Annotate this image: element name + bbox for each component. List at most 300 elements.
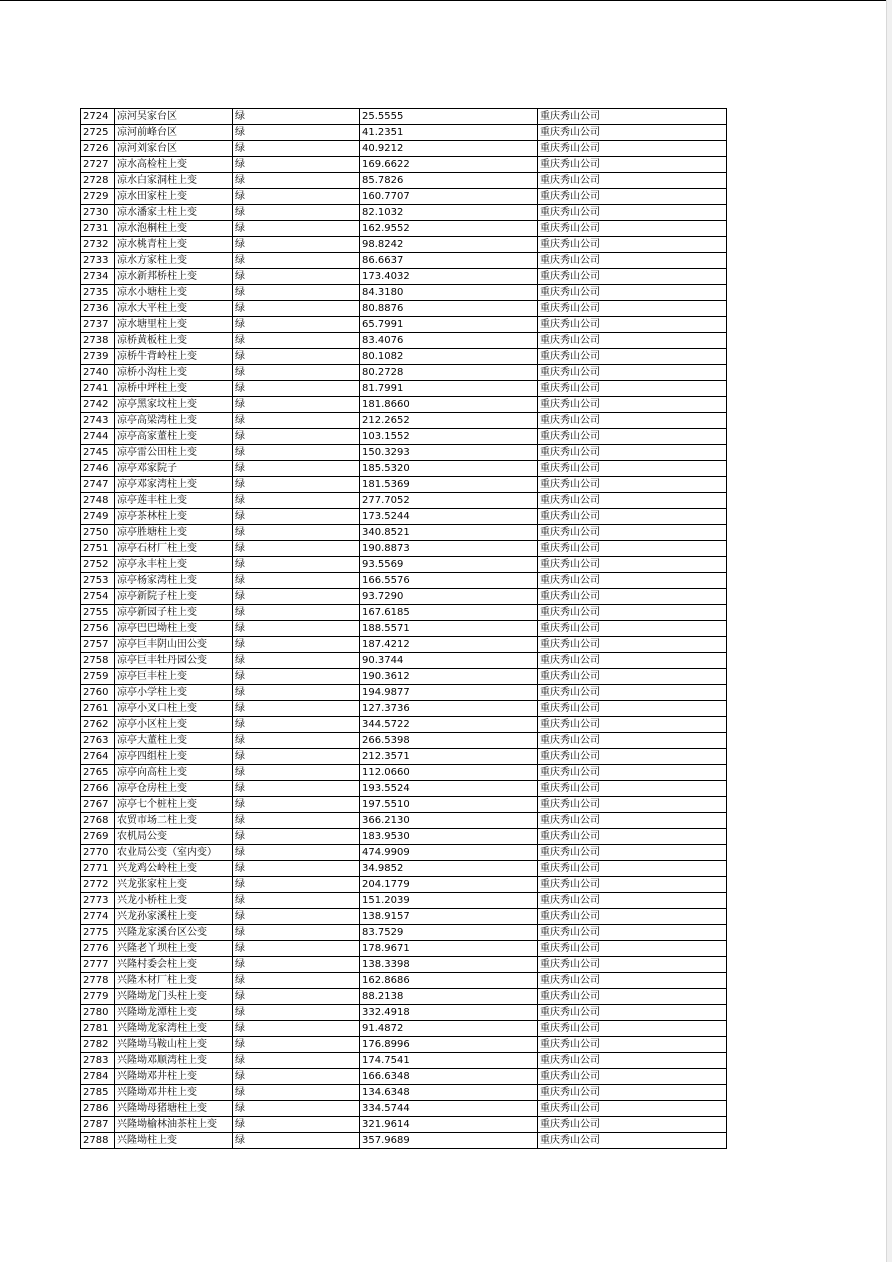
- company-cell: 重庆秀山公司: [538, 477, 727, 493]
- value-cell: 340.8521: [360, 525, 538, 541]
- substation-name-cell: 兴龙张家柱上变: [115, 877, 233, 893]
- table-row: [81, 173, 727, 189]
- substation-name-cell: 兴隆坳邓顺湾柱上变: [115, 1053, 233, 1069]
- table-row: [81, 381, 727, 397]
- value-cell: 185.5320: [360, 461, 538, 477]
- company-cell: 重庆秀山公司: [538, 749, 727, 765]
- table-row: [81, 909, 727, 925]
- row-number-cell: 2787: [81, 1117, 115, 1133]
- company-cell: 重庆秀山公司: [538, 429, 727, 445]
- table-row: [81, 125, 727, 141]
- status-cell: 绿: [233, 381, 360, 397]
- value-cell: 138.9157: [360, 909, 538, 925]
- company-cell: 重庆秀山公司: [538, 893, 727, 909]
- value-cell: 366.2130: [360, 813, 538, 829]
- value-cell: 41.2351: [360, 125, 538, 141]
- value-cell: 162.8686: [360, 973, 538, 989]
- status-cell: 绿: [233, 189, 360, 205]
- company-cell: 重庆秀山公司: [538, 365, 727, 381]
- status-cell: 绿: [233, 973, 360, 989]
- value-cell: 266.5398: [360, 733, 538, 749]
- row-number-cell: 2753: [81, 573, 115, 589]
- status-cell: 绿: [233, 605, 360, 621]
- row-number-cell: 2724: [81, 109, 115, 125]
- status-cell: 绿: [233, 909, 360, 925]
- table-row: [81, 973, 727, 989]
- row-number-cell: 2743: [81, 413, 115, 429]
- company-cell: 重庆秀山公司: [538, 653, 727, 669]
- status-cell: 绿: [233, 445, 360, 461]
- company-cell: 重庆秀山公司: [538, 317, 727, 333]
- company-cell: 重庆秀山公司: [538, 1053, 727, 1069]
- table-row: [81, 333, 727, 349]
- substation-name-cell: 凉亭巨丰牡丹园公变: [115, 653, 233, 669]
- table-row: [81, 477, 727, 493]
- company-cell: 重庆秀山公司: [538, 445, 727, 461]
- value-cell: 98.8242: [360, 237, 538, 253]
- row-number-cell: 2782: [81, 1037, 115, 1053]
- table-row: [81, 877, 727, 893]
- status-cell: 绿: [233, 1037, 360, 1053]
- substation-name-cell: 兴隆龙家溪台区公变: [115, 925, 233, 941]
- company-cell: 重庆秀山公司: [538, 349, 727, 365]
- value-cell: 181.8660: [360, 397, 538, 413]
- table-row: [81, 829, 727, 845]
- row-number-cell: 2725: [81, 125, 115, 141]
- table-row: [81, 941, 727, 957]
- row-number-cell: 2730: [81, 205, 115, 221]
- status-cell: 绿: [233, 701, 360, 717]
- row-number-cell: 2751: [81, 541, 115, 557]
- status-cell: 绿: [233, 301, 360, 317]
- substation-name-cell: 兴隆坳邓井柱上变: [115, 1085, 233, 1101]
- row-number-cell: 2738: [81, 333, 115, 349]
- substation-name-cell: 凉亭巨丰柱上变: [115, 669, 233, 685]
- table-row: [81, 669, 727, 685]
- row-number-cell: 2767: [81, 797, 115, 813]
- substation-name-cell: 兴隆坳母猪塘柱上变: [115, 1101, 233, 1117]
- row-number-cell: 2786: [81, 1101, 115, 1117]
- substation-name-cell: 兴隆老丫坝柱上变: [115, 941, 233, 957]
- substation-name-cell: 凉桥小沟柱上变: [115, 365, 233, 381]
- company-cell: 重庆秀山公司: [538, 781, 727, 797]
- substation-name-cell: 兴隆坳邓井柱上变: [115, 1069, 233, 1085]
- table-row: [81, 1085, 727, 1101]
- value-cell: 85.7826: [360, 173, 538, 189]
- company-cell: 重庆秀山公司: [538, 301, 727, 317]
- status-cell: 绿: [233, 989, 360, 1005]
- company-cell: 重庆秀山公司: [538, 205, 727, 221]
- status-cell: 绿: [233, 1117, 360, 1133]
- row-number-cell: 2731: [81, 221, 115, 237]
- value-cell: 151.2039: [360, 893, 538, 909]
- substation-name-cell: 兴隆坳柱上变: [115, 1133, 233, 1149]
- status-cell: 绿: [233, 109, 360, 125]
- row-number-cell: 2758: [81, 653, 115, 669]
- substation-name-cell: 凉水桃青柱上变: [115, 237, 233, 253]
- row-number-cell: 2781: [81, 1021, 115, 1037]
- status-cell: 绿: [233, 861, 360, 877]
- table-row: [81, 573, 727, 589]
- company-cell: 重庆秀山公司: [538, 861, 727, 877]
- company-cell: 重庆秀山公司: [538, 221, 727, 237]
- row-number-cell: 2741: [81, 381, 115, 397]
- table-row: [81, 253, 727, 269]
- value-cell: 193.5524: [360, 781, 538, 797]
- company-cell: 重庆秀山公司: [538, 589, 727, 605]
- table-row: [81, 925, 727, 941]
- company-cell: 重庆秀山公司: [538, 493, 727, 509]
- substation-name-cell: 凉亭黑家坟柱上变: [115, 397, 233, 413]
- substation-name-cell: 凉河前峰台区: [115, 125, 233, 141]
- substation-name-cell: 兴龙鸡公岭柱上变: [115, 861, 233, 877]
- value-cell: 91.4872: [360, 1021, 538, 1037]
- row-number-cell: 2777: [81, 957, 115, 973]
- table-row: [81, 861, 727, 877]
- row-number-cell: 2737: [81, 317, 115, 333]
- substation-name-cell: 兴隆坳马鞍山柱上变: [115, 1037, 233, 1053]
- row-number-cell: 2745: [81, 445, 115, 461]
- row-number-cell: 2772: [81, 877, 115, 893]
- substation-name-cell: 凉水塘里柱上变: [115, 317, 233, 333]
- value-cell: 81.7991: [360, 381, 538, 397]
- company-cell: 重庆秀山公司: [538, 253, 727, 269]
- table-row: [81, 1133, 727, 1149]
- value-cell: 169.6622: [360, 157, 538, 173]
- row-number-cell: 2785: [81, 1085, 115, 1101]
- value-cell: 173.4032: [360, 269, 538, 285]
- value-cell: 190.3612: [360, 669, 538, 685]
- substation-name-cell: 凉亭巨丰阴山田公变: [115, 637, 233, 653]
- company-cell: 重庆秀山公司: [538, 941, 727, 957]
- value-cell: 112.0660: [360, 765, 538, 781]
- value-cell: 334.5744: [360, 1101, 538, 1117]
- substation-name-cell: 凉亭大董柱上变: [115, 733, 233, 749]
- row-number-cell: 2778: [81, 973, 115, 989]
- status-cell: 绿: [233, 269, 360, 285]
- row-number-cell: 2733: [81, 253, 115, 269]
- substation-name-cell: 兴隆木材厂柱上变: [115, 973, 233, 989]
- row-number-cell: 2742: [81, 397, 115, 413]
- status-cell: 绿: [233, 717, 360, 733]
- status-cell: 绿: [233, 1069, 360, 1085]
- table-row: [81, 845, 727, 861]
- value-cell: 65.7991: [360, 317, 538, 333]
- row-number-cell: 2766: [81, 781, 115, 797]
- row-number-cell: 2740: [81, 365, 115, 381]
- substation-name-cell: 凉水新邦桥柱上变: [115, 269, 233, 285]
- company-cell: 重庆秀山公司: [538, 813, 727, 829]
- row-number-cell: 2765: [81, 765, 115, 781]
- table-row: [81, 493, 727, 509]
- status-cell: 绿: [233, 285, 360, 301]
- value-cell: 82.1032: [360, 205, 538, 221]
- table-row: [81, 557, 727, 573]
- table-row: [81, 781, 727, 797]
- company-cell: 重庆秀山公司: [538, 141, 727, 157]
- value-cell: 321.9614: [360, 1117, 538, 1133]
- table-row: [81, 653, 727, 669]
- row-number-cell: 2769: [81, 829, 115, 845]
- row-number-cell: 2759: [81, 669, 115, 685]
- value-cell: 138.3398: [360, 957, 538, 973]
- table-row: [81, 349, 727, 365]
- company-cell: 重庆秀山公司: [538, 701, 727, 717]
- value-cell: 25.5555: [360, 109, 538, 125]
- value-cell: 90.3744: [360, 653, 538, 669]
- substation-name-cell: 凉亭莲丰柱上变: [115, 493, 233, 509]
- company-cell: 重庆秀山公司: [538, 621, 727, 637]
- status-cell: 绿: [233, 205, 360, 221]
- status-cell: 绿: [233, 125, 360, 141]
- row-number-cell: 2735: [81, 285, 115, 301]
- value-cell: 183.9530: [360, 829, 538, 845]
- value-cell: 173.5244: [360, 509, 538, 525]
- status-cell: 绿: [233, 621, 360, 637]
- company-cell: 重庆秀山公司: [538, 573, 727, 589]
- company-cell: 重庆秀山公司: [538, 1133, 727, 1149]
- row-number-cell: 2762: [81, 717, 115, 733]
- substation-name-cell: 凉河刘家台区: [115, 141, 233, 157]
- company-cell: 重庆秀山公司: [538, 605, 727, 621]
- table-row: [81, 269, 727, 285]
- row-number-cell: 2771: [81, 861, 115, 877]
- substation-name-cell: 农机局公变: [115, 829, 233, 845]
- status-cell: 绿: [233, 157, 360, 173]
- row-number-cell: 2768: [81, 813, 115, 829]
- table-row: [81, 717, 727, 733]
- status-cell: 绿: [233, 797, 360, 813]
- table-row: [81, 541, 727, 557]
- table-row: [81, 1037, 727, 1053]
- status-cell: 绿: [233, 925, 360, 941]
- company-cell: 重庆秀山公司: [538, 525, 727, 541]
- company-cell: 重庆秀山公司: [538, 1117, 727, 1133]
- company-cell: 重庆秀山公司: [538, 733, 727, 749]
- status-cell: 绿: [233, 477, 360, 493]
- status-cell: 绿: [233, 253, 360, 269]
- status-cell: 绿: [233, 429, 360, 445]
- company-cell: 重庆秀山公司: [538, 541, 727, 557]
- status-cell: 绿: [233, 557, 360, 573]
- status-cell: 绿: [233, 653, 360, 669]
- company-cell: 重庆秀山公司: [538, 333, 727, 349]
- value-cell: 93.7290: [360, 589, 538, 605]
- substation-name-cell: 凉亭小学柱上变: [115, 685, 233, 701]
- status-cell: 绿: [233, 829, 360, 845]
- value-cell: 80.2728: [360, 365, 538, 381]
- substation-name-cell: 凉亭新院子柱上变: [115, 589, 233, 605]
- value-cell: 80.8876: [360, 301, 538, 317]
- table-row: [81, 701, 727, 717]
- substation-name-cell: 凉水小塘柱上变: [115, 285, 233, 301]
- company-cell: 重庆秀山公司: [538, 637, 727, 653]
- row-number-cell: 2776: [81, 941, 115, 957]
- status-cell: 绿: [233, 413, 360, 429]
- table-row: [81, 509, 727, 525]
- company-cell: 重庆秀山公司: [538, 829, 727, 845]
- table-row: [81, 1005, 727, 1021]
- company-cell: 重庆秀山公司: [538, 717, 727, 733]
- status-cell: 绿: [233, 573, 360, 589]
- row-number-cell: 2752: [81, 557, 115, 573]
- status-cell: 绿: [233, 365, 360, 381]
- status-cell: 绿: [233, 589, 360, 605]
- table-row: [81, 1117, 727, 1133]
- substation-name-cell: 凉亭四组柱上变: [115, 749, 233, 765]
- value-cell: 357.9689: [360, 1133, 538, 1149]
- table-row: [81, 221, 727, 237]
- table-row: [81, 765, 727, 781]
- value-cell: 474.9909: [360, 845, 538, 861]
- status-cell: 绿: [233, 1053, 360, 1069]
- substation-name-cell: 凉水高检柱上变: [115, 157, 233, 173]
- table-row: [81, 733, 727, 749]
- substation-name-cell: 农业局公变（室内变）: [115, 845, 233, 861]
- row-number-cell: 2739: [81, 349, 115, 365]
- row-number-cell: 2734: [81, 269, 115, 285]
- substation-name-cell: 凉亭高梁湾柱上变: [115, 413, 233, 429]
- table-row: [81, 301, 727, 317]
- substation-name-cell: 兴龙小桥柱上变: [115, 893, 233, 909]
- table-row: [81, 525, 727, 541]
- company-cell: 重庆秀山公司: [538, 269, 727, 285]
- substation-name-cell: 凉水田家柱上变: [115, 189, 233, 205]
- value-cell: 188.5571: [360, 621, 538, 637]
- table-row: [81, 813, 727, 829]
- value-cell: 103.1552: [360, 429, 538, 445]
- value-cell: 40.9212: [360, 141, 538, 157]
- page-top-border: [0, 0, 886, 1]
- company-cell: 重庆秀山公司: [538, 877, 727, 893]
- row-number-cell: 2764: [81, 749, 115, 765]
- status-cell: 绿: [233, 461, 360, 477]
- status-cell: 绿: [233, 941, 360, 957]
- row-number-cell: 2780: [81, 1005, 115, 1021]
- value-cell: 160.7707: [360, 189, 538, 205]
- status-cell: 绿: [233, 669, 360, 685]
- row-number-cell: 2750: [81, 525, 115, 541]
- table-row: [81, 445, 727, 461]
- substation-name-cell: 凉桥黄板柱上变: [115, 333, 233, 349]
- substation-name-cell: 兴隆坳龙潭柱上变: [115, 1005, 233, 1021]
- status-cell: 绿: [233, 493, 360, 509]
- substation-table: [80, 108, 727, 1149]
- status-cell: 绿: [233, 525, 360, 541]
- substation-name-cell: 兴隆村委会柱上变: [115, 957, 233, 973]
- table-row: [81, 893, 727, 909]
- row-number-cell: 2748: [81, 493, 115, 509]
- substation-name-cell: 凉亭向高柱上变: [115, 765, 233, 781]
- status-cell: 绿: [233, 221, 360, 237]
- table-row: [81, 109, 727, 125]
- substation-name-cell: 凉水大平柱上变: [115, 301, 233, 317]
- company-cell: 重庆秀山公司: [538, 685, 727, 701]
- substation-name-cell: 凉亭永丰柱上变: [115, 557, 233, 573]
- company-cell: 重庆秀山公司: [538, 397, 727, 413]
- row-number-cell: 2747: [81, 477, 115, 493]
- table-row: [81, 589, 727, 605]
- table-row: [81, 621, 727, 637]
- table-row: [81, 157, 727, 173]
- status-cell: 绿: [233, 781, 360, 797]
- row-number-cell: 2761: [81, 701, 115, 717]
- substation-name-cell: 凉亭邓家院子: [115, 461, 233, 477]
- company-cell: 重庆秀山公司: [538, 189, 727, 205]
- substation-name-cell: 凉亭杨家湾柱上变: [115, 573, 233, 589]
- table-row: [81, 285, 727, 301]
- row-number-cell: 2746: [81, 461, 115, 477]
- company-cell: 重庆秀山公司: [538, 1085, 727, 1101]
- value-cell: 86.6637: [360, 253, 538, 269]
- table-row: [81, 397, 727, 413]
- row-number-cell: 2757: [81, 637, 115, 653]
- value-cell: 83.7529: [360, 925, 538, 941]
- company-cell: 重庆秀山公司: [538, 125, 727, 141]
- company-cell: 重庆秀山公司: [538, 1037, 727, 1053]
- row-number-cell: 2749: [81, 509, 115, 525]
- company-cell: 重庆秀山公司: [538, 957, 727, 973]
- substation-name-cell: 凉亭小叉口柱上变: [115, 701, 233, 717]
- status-cell: 绿: [233, 1101, 360, 1117]
- value-cell: 93.5569: [360, 557, 538, 573]
- substation-name-cell: 兴龙孙家溪柱上变: [115, 909, 233, 925]
- status-cell: 绿: [233, 237, 360, 253]
- table-row: [81, 637, 727, 653]
- substation-name-cell: 凉亭仓房柱上变: [115, 781, 233, 797]
- row-number-cell: 2774: [81, 909, 115, 925]
- row-number-cell: 2779: [81, 989, 115, 1005]
- value-cell: 212.2652: [360, 413, 538, 429]
- row-number-cell: 2755: [81, 605, 115, 621]
- status-cell: 绿: [233, 1005, 360, 1021]
- row-number-cell: 2788: [81, 1133, 115, 1149]
- status-cell: 绿: [233, 637, 360, 653]
- value-cell: 162.9552: [360, 221, 538, 237]
- status-cell: 绿: [233, 397, 360, 413]
- substation-name-cell: 凉水泡桐柱上变: [115, 221, 233, 237]
- value-cell: 88.2138: [360, 989, 538, 1005]
- substation-name-cell: 凉亭邓家湾柱上变: [115, 477, 233, 493]
- page-edge-gutter: [886, 0, 892, 1262]
- row-number-cell: 2783: [81, 1053, 115, 1069]
- value-cell: 197.5510: [360, 797, 538, 813]
- status-cell: 绿: [233, 845, 360, 861]
- value-cell: 212.3571: [360, 749, 538, 765]
- company-cell: 重庆秀山公司: [538, 909, 727, 925]
- company-cell: 重庆秀山公司: [538, 413, 727, 429]
- company-cell: 重庆秀山公司: [538, 925, 727, 941]
- company-cell: 重庆秀山公司: [538, 973, 727, 989]
- substation-name-cell: 凉亭茶林柱上变: [115, 509, 233, 525]
- substation-name-cell: 凉亭七个桩柱上变: [115, 797, 233, 813]
- value-cell: 176.8996: [360, 1037, 538, 1053]
- table-row: [81, 1101, 727, 1117]
- row-number-cell: 2732: [81, 237, 115, 253]
- value-cell: 150.3293: [360, 445, 538, 461]
- table-row: [81, 429, 727, 445]
- row-number-cell: 2775: [81, 925, 115, 941]
- company-cell: 重庆秀山公司: [538, 1101, 727, 1117]
- substation-name-cell: 凉水潘家土柱上变: [115, 205, 233, 221]
- table-row: [81, 461, 727, 477]
- value-cell: 127.3736: [360, 701, 538, 717]
- company-cell: 重庆秀山公司: [538, 381, 727, 397]
- substation-name-cell: 凉亭小区柱上变: [115, 717, 233, 733]
- status-cell: 绿: [233, 749, 360, 765]
- substation-name-cell: 凉亭胜塘柱上变: [115, 525, 233, 541]
- table-row: [81, 1069, 727, 1085]
